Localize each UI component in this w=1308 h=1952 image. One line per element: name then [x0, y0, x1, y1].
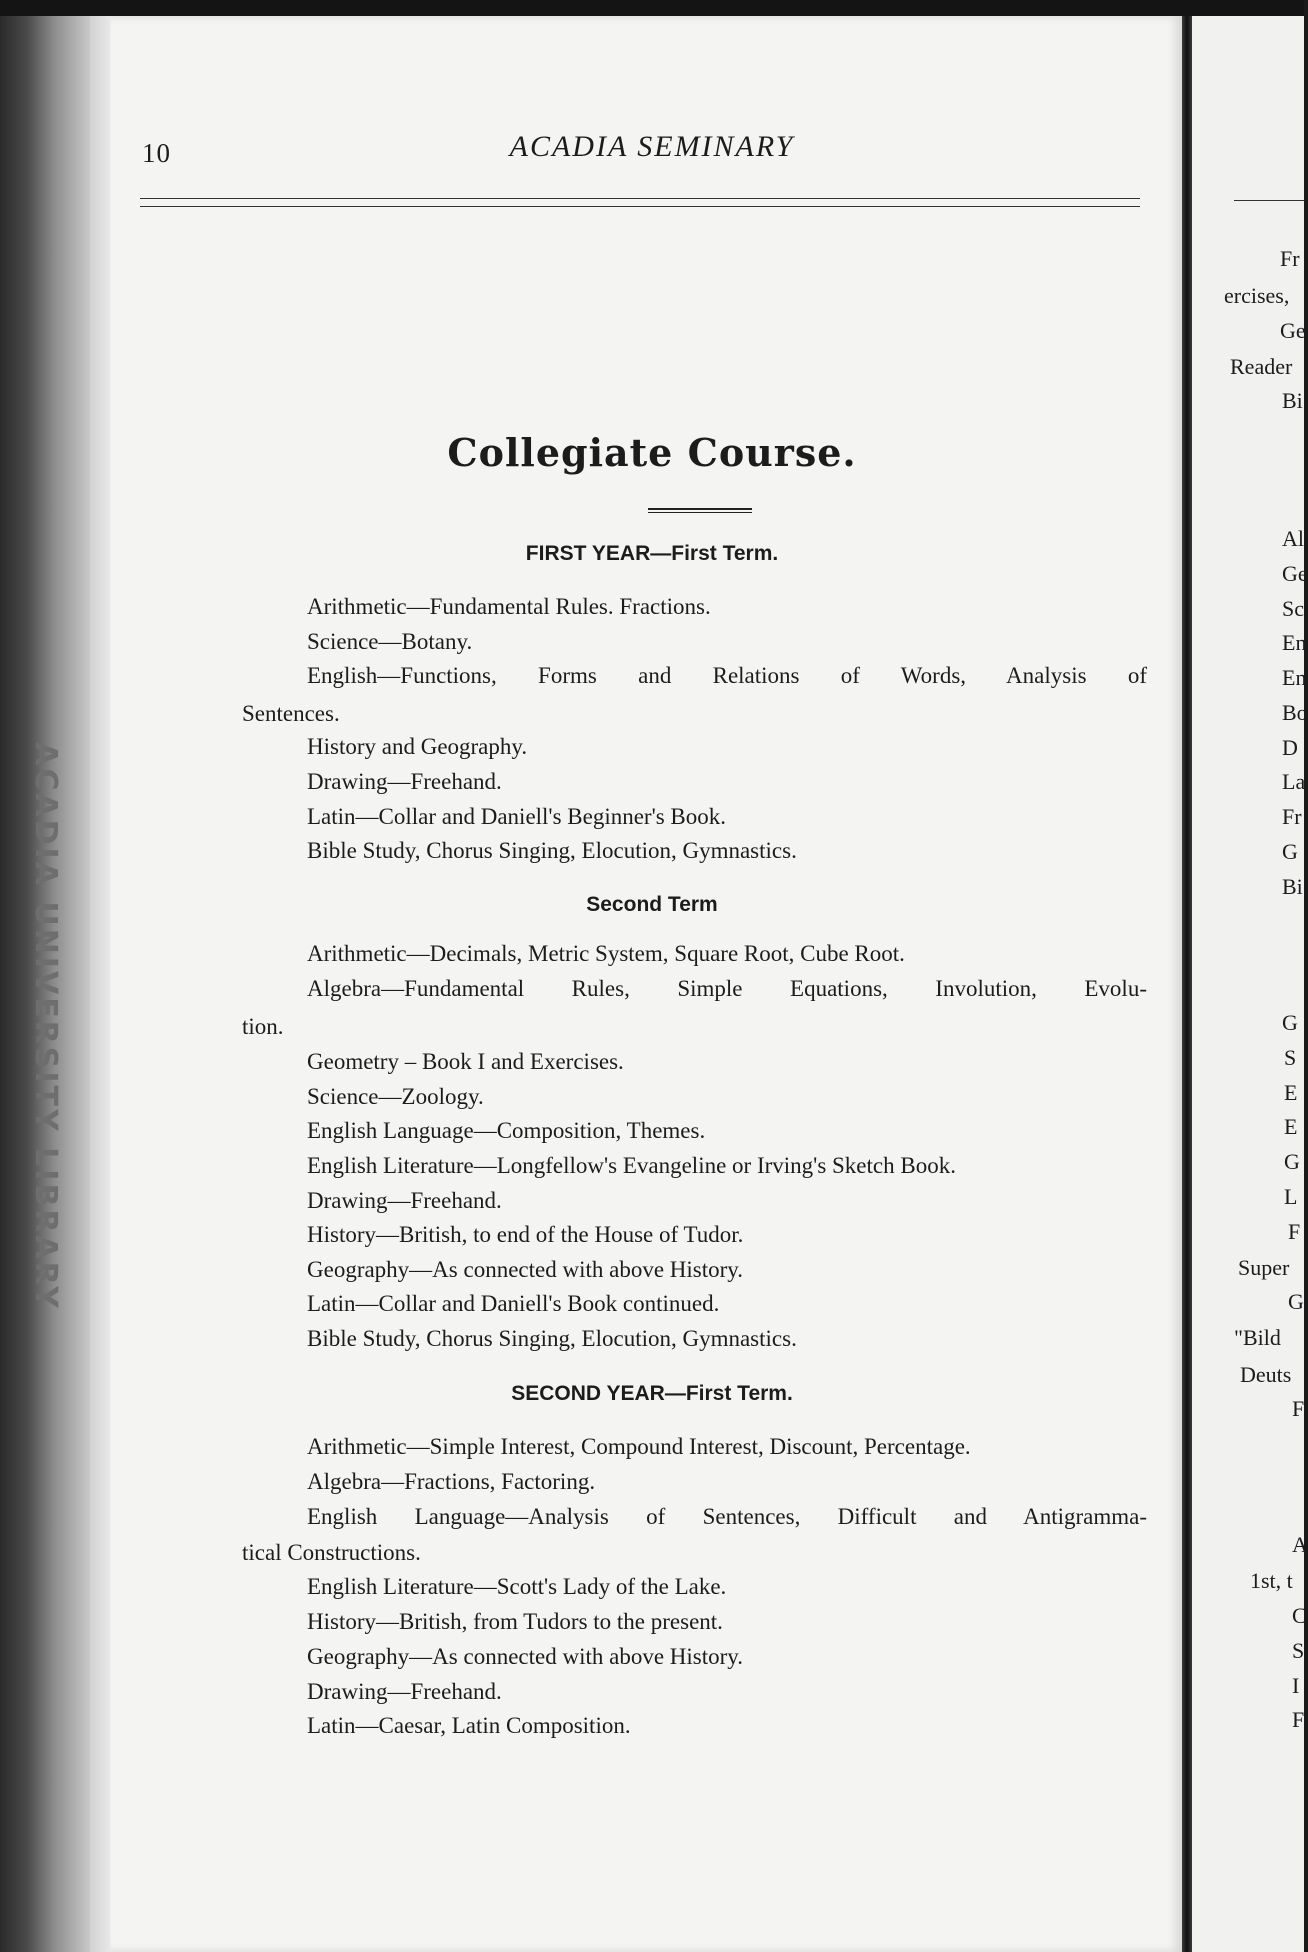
facing-page-fragment: F [1292, 1707, 1305, 1732]
second-year-heading: SECOND YEAR—First Term. [511, 1382, 793, 1405]
facing-page-fragment: C [1292, 1603, 1307, 1628]
facing-page-fragment: I [1292, 1673, 1300, 1698]
course-line: Arithmetic—Decimals, Metric System, Square Root, Cube Root. [307, 941, 905, 966]
facing-page-fragment: G [1288, 1289, 1304, 1314]
course-line: Latin—Caesar, Latin Composition. [307, 1713, 631, 1738]
facing-page-fragment: Fr [1282, 804, 1302, 829]
book-gutter [1182, 16, 1192, 1952]
facing-page-fragment: F [1292, 1396, 1305, 1421]
course-line: English Language—Composition, Themes. [307, 1118, 706, 1143]
facing-page-fragment: Bo [1282, 700, 1308, 725]
course-line-continuation: tion. [242, 1014, 284, 1039]
facing-page-fragment: A [1292, 1532, 1308, 1557]
course-line: Arithmetic—Fundamental Rules. Fractions. [307, 594, 711, 619]
book-spine [0, 16, 90, 1952]
course-line: English—Functions, Forms and Relations of Words, Analysis of [307, 663, 1147, 688]
facing-page-fragment: G [1282, 1010, 1298, 1035]
facing-page-fragment: 1st, t [1250, 1568, 1293, 1593]
course-line: Bible Study, Chorus Singing, Elocution, Gymnastics. [307, 1326, 797, 1351]
facing-page-fragment: Bi [1282, 388, 1303, 413]
facing-page-fragment: Super [1238, 1255, 1290, 1280]
course-title: Collegiate Course. [447, 430, 857, 475]
course-line: Drawing—Freehand. [307, 1188, 502, 1213]
running-head: ACADIA SEMINARY [509, 130, 795, 163]
course-line-continuation: tical Constructions. [242, 1540, 421, 1565]
course-line: History—British, from Tudors to the present. [307, 1609, 723, 1634]
facing-page-fragment: E [1284, 1080, 1298, 1105]
facing-page-fragment: "Bild [1234, 1325, 1281, 1350]
facing-page-fragment: Ge [1282, 561, 1308, 586]
course-line: Latin—Collar and Daniell's Book continued. [307, 1291, 720, 1316]
facing-page-fragment: F [1288, 1219, 1301, 1244]
facing-page-fragment: Bi [1282, 874, 1303, 899]
course-line: Geography—As connected with above History. [307, 1644, 744, 1669]
spine-library-label: ACADIA UNIVERSITY LIBRARY [27, 741, 63, 1311]
facing-page-fragment: S [1292, 1638, 1305, 1663]
facing-page-fragment: Fr [1280, 246, 1300, 271]
page-number: 10 [142, 138, 171, 168]
course-line: Arithmetic—Simple Interest, Compound Interest, Discount, Percentage. [307, 1434, 971, 1459]
title-rule-thin [648, 512, 752, 513]
facing-page-fragment: G [1284, 1149, 1300, 1174]
scan-top-edge [0, 0, 1304, 16]
course-line: Bible Study, Chorus Singing, Elocution, Gymnastics. [307, 838, 797, 863]
course-line: Geometry – Book I and Exercises. [307, 1049, 624, 1074]
header-rule-thin [140, 206, 1140, 207]
facing-page-fragment: Deuts [1240, 1362, 1292, 1387]
facing-page-fragment: G [1282, 839, 1298, 864]
course-line: Drawing—Freehand. [307, 1679, 502, 1704]
facing-page-fragment: L [1284, 1184, 1298, 1209]
course-line: Algebra—Fractions, Factoring. [307, 1469, 596, 1494]
course-line: Science—Zoology. [307, 1084, 484, 1109]
course-line: English Language—Analysis of Sentences, Difficult and Antigramma- [307, 1504, 1147, 1529]
title-rule [648, 508, 752, 510]
first-year-heading: FIRST YEAR—First Term. [525, 542, 779, 565]
facing-page-fragment: D [1282, 735, 1298, 760]
facing-page-fragment: S [1284, 1045, 1297, 1070]
facing-page-rule [1234, 200, 1304, 201]
course-line: History and Geography. [307, 734, 528, 759]
second-term-heading: Second Term [586, 893, 718, 916]
facing-page-fragment: Al [1282, 526, 1304, 551]
course-line: English Literature—Scott's Lady of the Lake. [307, 1574, 727, 1599]
facing-page-fragment: Ge [1280, 318, 1306, 343]
course-line: Science—Botany. [307, 629, 473, 654]
course-line: Geography—As connected with above History. [307, 1257, 744, 1282]
header-rule [140, 198, 1140, 199]
course-line: History—British, to end of the House of Tudor. [307, 1222, 744, 1247]
facing-page-fragment: En [1282, 665, 1307, 690]
course-line-continuation: Sentences. [242, 701, 340, 726]
facing-page-fragment: E [1284, 1114, 1298, 1139]
course-line: Latin—Collar and Daniell's Beginner's Book. [307, 804, 727, 829]
facing-page-fragment: En [1282, 630, 1307, 655]
facing-page-fragment: Reader [1230, 354, 1293, 379]
course-line: English Literature—Longfellow's Evangeline or Irving's Sketch Book. [307, 1153, 956, 1178]
facing-page-fragment: ercises, [1224, 283, 1290, 308]
course-line: Algebra—Fundamental Rules, Simple Equations, Involution, Evolu- [307, 976, 1147, 1001]
course-line: Drawing—Freehand. [307, 769, 502, 794]
facing-page-fragment: Sc [1282, 596, 1304, 621]
facing-page-fragment: La [1282, 769, 1306, 794]
